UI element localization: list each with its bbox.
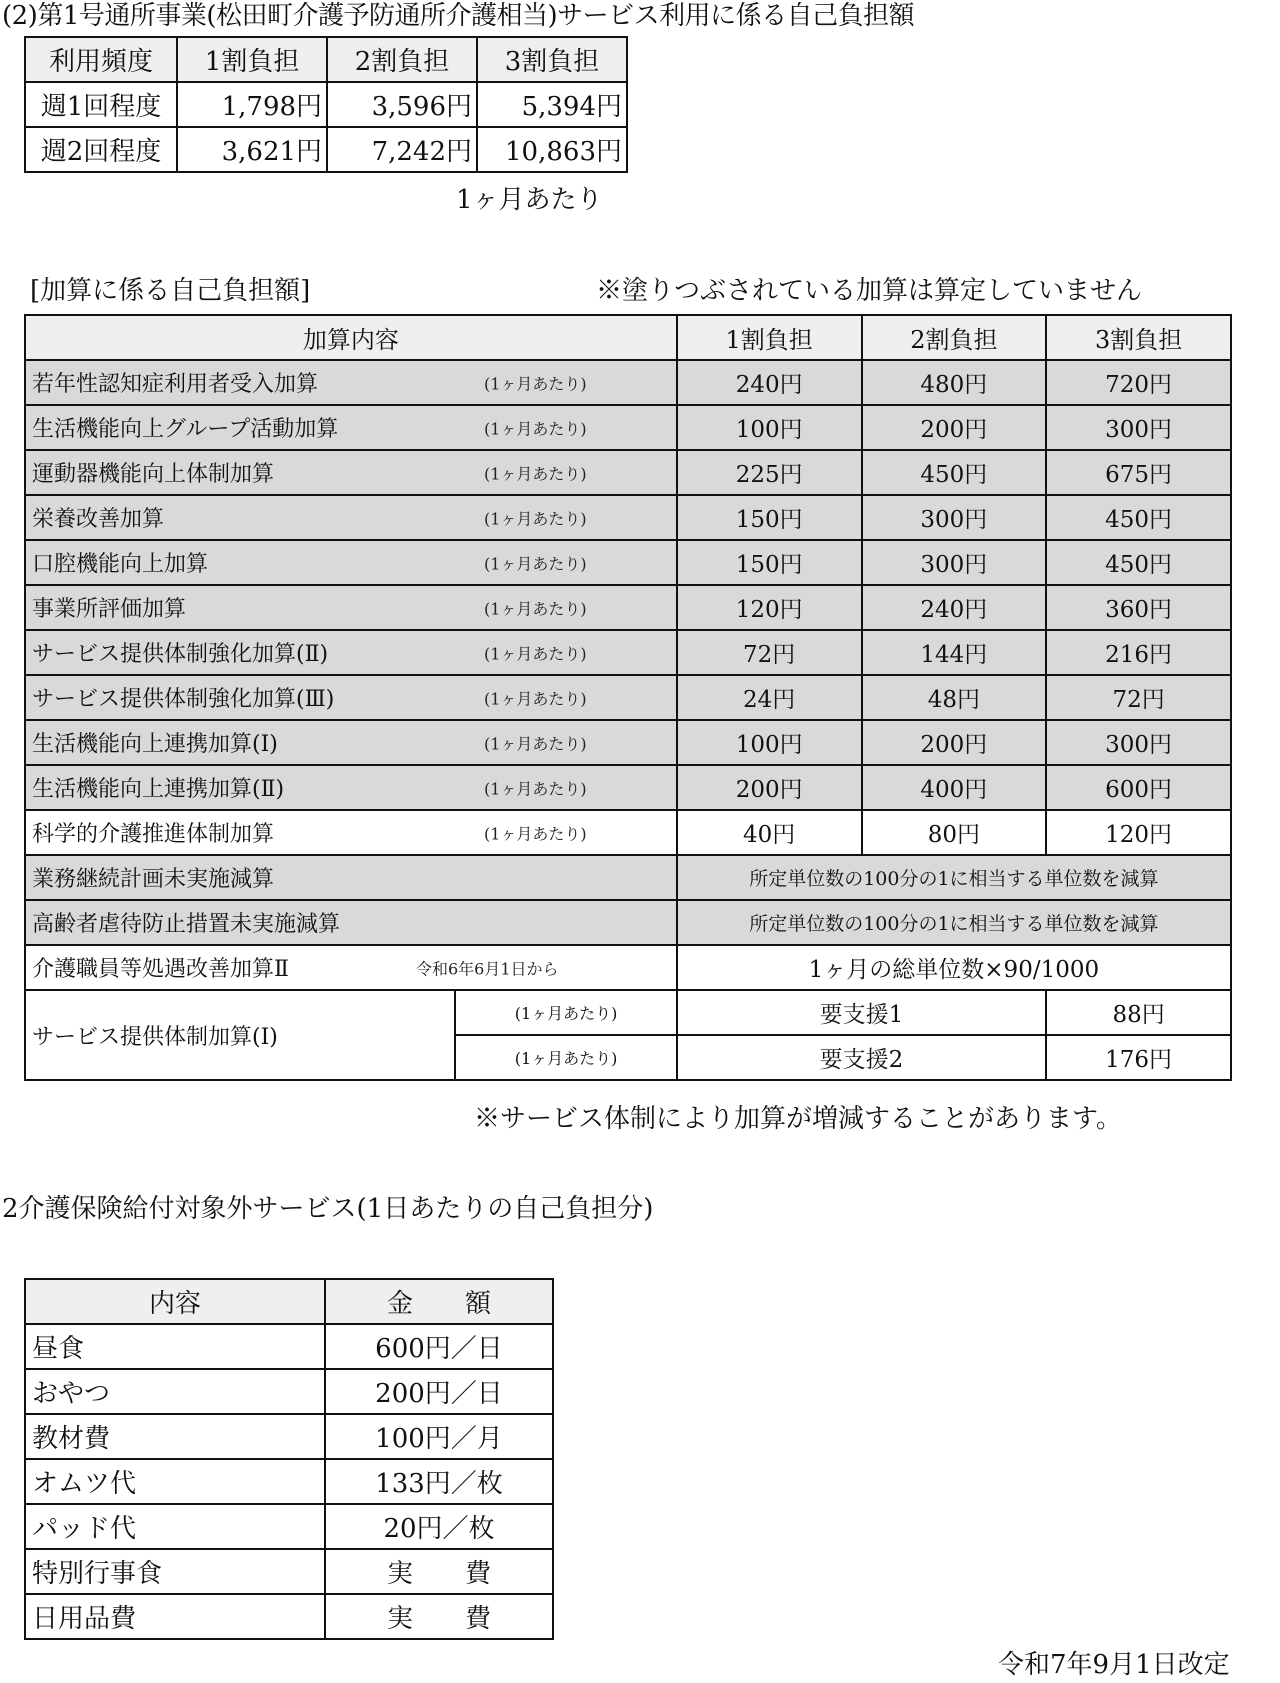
fee-cell: 300円: [862, 540, 1047, 585]
fee-cell: 600円: [1046, 765, 1231, 810]
table-row: [25, 127, 627, 172]
fee-cell: 100円: [677, 405, 862, 450]
addon-period: (1ヶ月あたり): [484, 734, 587, 753]
service-provision-row: [25, 990, 1231, 1035]
service-provision-name: サービス提供体制加算(Ⅰ): [25, 990, 455, 1080]
treatment-since: 令和6年6月1日から: [416, 959, 559, 978]
addon-name: 生活機能向上連携加算(Ⅰ): [32, 732, 278, 757]
fee-cell: 3,596円: [327, 82, 477, 127]
service-amount: 133円／枚: [325, 1459, 553, 1504]
addon-period: (1ヶ月あたり): [484, 464, 587, 483]
row-label: 週1回程度: [25, 82, 177, 127]
treatment-improvement-row: [25, 945, 1231, 990]
service-item: 教材費: [25, 1414, 325, 1459]
header-content: 内容: [25, 1279, 325, 1324]
fee-cell: 120円: [677, 585, 862, 630]
fee-cell: 360円: [1046, 585, 1231, 630]
addon-row: [25, 585, 1231, 630]
period-label: (1ヶ月あたり): [455, 1035, 676, 1080]
treatment-name: 介護職員等処遇改善加算Ⅱ: [32, 957, 289, 982]
service-item: 特別行事食: [25, 1549, 325, 1594]
table-row: [25, 1594, 553, 1639]
section1-title: (2)第1号通所事業(松田町介護予防通所介護相当)サービス利用に係る自己負担額: [2, 1, 915, 31]
fee-cell: 3,621円: [177, 127, 327, 172]
addon-row: [25, 360, 1231, 405]
fee-cell: 40円: [677, 810, 862, 855]
header-10pct: 1割負担: [177, 37, 327, 82]
fee-cell: 88円: [1046, 990, 1231, 1035]
header-20pct: 2割負担: [862, 315, 1047, 360]
table-row: [25, 1324, 553, 1369]
header-20pct: 2割負担: [327, 37, 477, 82]
addon-name: 口腔機能向上加算: [32, 552, 209, 577]
fee-cell: 7,242円: [327, 127, 477, 172]
table-header-row: [25, 1279, 553, 1324]
fee-cell: 450円: [1046, 540, 1231, 585]
header-amount: 金 額: [325, 1279, 553, 1324]
care-level: 要支援2: [677, 1035, 1046, 1080]
fee-cell: 200円: [677, 765, 862, 810]
service-item: パッド代: [25, 1504, 325, 1549]
service-item: オムツ代: [25, 1459, 325, 1504]
service-amount: 実 費: [325, 1549, 553, 1594]
addon-period: (1ヶ月あたり): [484, 509, 587, 528]
period-label: (1ヶ月あたり): [455, 990, 676, 1035]
addon-name: 生活機能向上グループ活動加算: [32, 417, 339, 442]
header-10pct: 1割負担: [677, 315, 862, 360]
addons-table: [24, 314, 1232, 1081]
fee-cell: 200円: [862, 720, 1047, 765]
service-amount: 実 費: [325, 1594, 553, 1639]
fee-cell: 48円: [862, 675, 1047, 720]
fee-cell: 200円: [862, 405, 1047, 450]
addon-row: [25, 495, 1231, 540]
fee-cell: 10,863円: [477, 127, 627, 172]
reduction-name: 高齢者虐待防止措置未実施減算: [32, 912, 341, 937]
service-item: 日用品費: [25, 1594, 325, 1639]
addon-row: [25, 765, 1231, 810]
fee-cell: 300円: [1046, 720, 1231, 765]
fee-cell: 240円: [862, 585, 1047, 630]
section2-title: 2介護保険給付対象外サービス(1日あたりの自己負担分): [2, 1194, 654, 1224]
fee-cell: 216円: [1046, 630, 1231, 675]
addons-label: [加算に係る自己負担額]: [30, 276, 311, 306]
table-header-row: [25, 315, 1231, 360]
service-amount: 200円／日: [325, 1369, 553, 1414]
header-addon-content: 加算内容: [25, 315, 677, 360]
reduction-text: 所定単位数の100分の1に相当する単位数を減算: [677, 855, 1231, 900]
usage-fee-table: [24, 36, 628, 173]
addon-name: 栄養改善加算: [32, 507, 165, 532]
header-30pct: 3割負担: [1046, 315, 1231, 360]
table-header-row: [25, 37, 627, 82]
addon-row: [25, 630, 1231, 675]
fee-cell: 176円: [1046, 1035, 1231, 1080]
fee-cell: 450円: [862, 450, 1047, 495]
fee-cell: 72円: [1046, 675, 1231, 720]
service-amount: 100円／月: [325, 1414, 553, 1459]
fee-cell: 1,798円: [177, 82, 327, 127]
fee-cell: 80円: [862, 810, 1047, 855]
addon-period: (1ヶ月あたり): [484, 644, 587, 663]
header-30pct: 3割負担: [477, 37, 627, 82]
fee-cell: 120円: [1046, 810, 1231, 855]
fee-cell: 24円: [677, 675, 862, 720]
fee-cell: 240円: [677, 360, 862, 405]
revision-date: 令和7年9月1日改定: [998, 1650, 1230, 1680]
treatment-formula: 1ヶ月の総単位数×90/1000: [677, 945, 1231, 990]
addon-row: [25, 810, 1231, 855]
reduction-row: [25, 855, 1231, 900]
addon-period: (1ヶ月あたり): [484, 599, 587, 618]
fee-cell: 720円: [1046, 360, 1231, 405]
addon-name: 若年性認知症利用者受入加算: [32, 372, 319, 397]
fee-cell: 5,394円: [477, 82, 627, 127]
addon-row: [25, 675, 1231, 720]
fee-cell: 480円: [862, 360, 1047, 405]
addon-name: 事業所評価加算: [32, 597, 187, 622]
addon-period: (1ヶ月あたり): [484, 689, 587, 708]
non-insurance-services-table: [24, 1278, 554, 1640]
addon-row: [25, 450, 1231, 495]
fee-cell: 300円: [862, 495, 1047, 540]
reduction-name: 業務継続計画未実施減算: [32, 867, 275, 892]
addon-period: (1ヶ月あたり): [484, 374, 587, 393]
service-item: 昼食: [25, 1324, 325, 1369]
addon-period: (1ヶ月あたり): [484, 824, 587, 843]
addon-period: (1ヶ月あたり): [484, 779, 587, 798]
addon-name: 生活機能向上連携加算(Ⅱ): [32, 777, 285, 802]
service-amount: 20円／枚: [325, 1504, 553, 1549]
fee-cell: 400円: [862, 765, 1047, 810]
addon-name: 運動器機能向上体制加算: [32, 462, 275, 487]
table-row: [25, 1549, 553, 1594]
fee-cell: 72円: [677, 630, 862, 675]
fee-cell: 150円: [677, 495, 862, 540]
table-row: [25, 1504, 553, 1549]
fee-cell: 450円: [1046, 495, 1231, 540]
fee-cell: 300円: [1046, 405, 1231, 450]
fee-cell: 100円: [677, 720, 862, 765]
addon-row: [25, 540, 1231, 585]
addon-row: [25, 720, 1231, 765]
care-level: 要支援1: [677, 990, 1046, 1035]
addons-shading-note: ※塗りつぶされている加算は算定していません: [596, 276, 1143, 306]
header-frequency: 利用頻度: [25, 37, 177, 82]
service-item: おやつ: [25, 1369, 325, 1414]
addons-footnote: ※サービス体制により加算が増減することがあります。: [474, 1104, 1122, 1134]
table-row: [25, 82, 627, 127]
addon-period: (1ヶ月あたり): [484, 554, 587, 573]
addon-name: サービス提供体制強化加算(Ⅱ): [32, 642, 329, 667]
reduction-row: [25, 900, 1231, 945]
addon-name: サービス提供体制強化加算(Ⅲ): [32, 687, 335, 712]
table-row: [25, 1369, 553, 1414]
per-month-note: 1ヶ月あたり: [456, 185, 603, 215]
table-row: [25, 1414, 553, 1459]
row-label: 週2回程度: [25, 127, 177, 172]
addon-name: 科学的介護推進体制加算: [32, 822, 275, 847]
table-row: [25, 1459, 553, 1504]
reduction-text: 所定単位数の100分の1に相当する単位数を減算: [677, 900, 1231, 945]
fee-cell: 144円: [862, 630, 1047, 675]
fee-cell: 675円: [1046, 450, 1231, 495]
fee-cell: 150円: [677, 540, 862, 585]
addon-period: (1ヶ月あたり): [484, 419, 587, 438]
service-amount: 600円／日: [325, 1324, 553, 1369]
fee-cell: 225円: [677, 450, 862, 495]
addon-row: [25, 405, 1231, 450]
